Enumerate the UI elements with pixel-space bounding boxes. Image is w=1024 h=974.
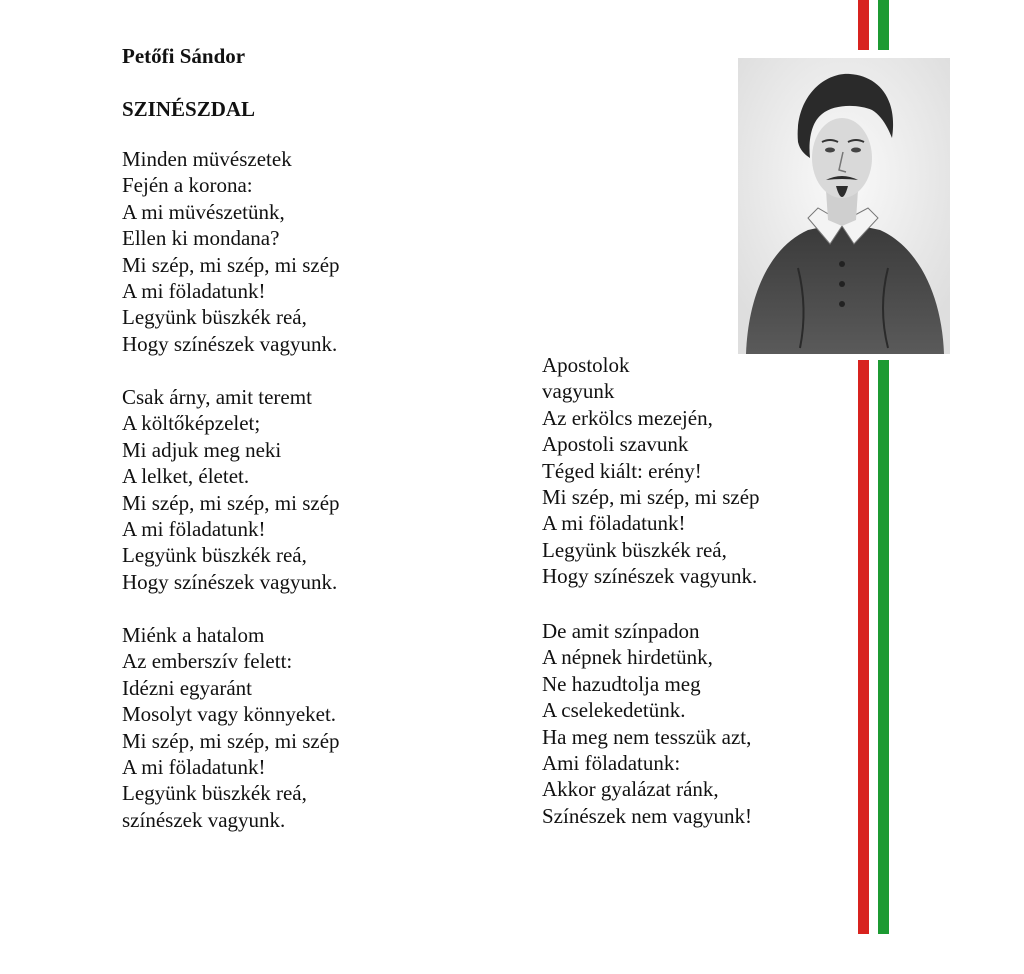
poem-line: Ellen ki mondana?	[122, 226, 280, 251]
green-stripe-top	[878, 0, 889, 50]
poem-line: Miénk a hatalom	[122, 623, 265, 647]
poem-line: Mosolyt vagy könnyeket.	[122, 702, 337, 727]
poem-line: Ha meg nem tesszük azt,	[542, 724, 752, 749]
poem-line: Akkor gyalázat ránk,	[542, 777, 719, 802]
poem-line: Fején a korona:	[122, 173, 253, 198]
poem-line: Hogy színészek vagyunk.	[542, 564, 758, 589]
poem-line: A költőképzelet;	[122, 411, 261, 436]
poem-line: Ami föladatunk:	[542, 751, 681, 776]
portrait-engraving-icon	[738, 58, 950, 354]
poem-line: Mi szép, mi szép, mi szép	[122, 728, 340, 753]
poem-line: Az emberszív felett:	[122, 649, 293, 674]
poem-line: Téged kiált: erény!	[542, 458, 702, 483]
poem-line: A mi müvészetünk,	[122, 199, 285, 224]
poem-line: Színészek nem vagyunk!	[542, 803, 752, 828]
poem-line: Minden müvészetek	[122, 147, 292, 171]
stanza-5	[542, 618, 752, 829]
poem-line: Legyünk büszkék reá,	[542, 537, 727, 562]
poem-line: A népnek hirdetünk,	[542, 645, 713, 670]
poem-line: Mi szép, mi szép, mi szép	[542, 485, 760, 510]
stanza-3	[122, 622, 340, 833]
poem-line: Legyünk büszkék reá,	[122, 305, 307, 330]
poem-line: színészek vagyunk.	[122, 807, 286, 832]
stanza-2	[122, 384, 340, 595]
poem-line: Mi szép, mi szép, mi szép	[122, 490, 340, 515]
poem-line: Csak árny, amit teremt	[122, 385, 312, 409]
stanza-1	[122, 146, 340, 357]
portrait-image	[738, 58, 950, 354]
poem-line: Idézni egyaránt	[122, 675, 253, 700]
stanza-4	[542, 352, 760, 590]
poem-line: Hogy színészek vagyunk.	[122, 331, 338, 356]
poem-line: A cselekedetünk.	[542, 698, 686, 723]
poem-line: Legyünk büszkék reá,	[122, 781, 307, 806]
poem-line: Apostolok	[542, 353, 630, 377]
author-name: Petőfi Sándor	[122, 44, 246, 68]
poem-line: Apostoli szavunk	[542, 432, 689, 457]
poem-line: Legyünk büszkék reá,	[122, 543, 307, 568]
poem-title: SZINÉSZDAL	[122, 97, 256, 121]
poem-line: A mi föladatunk!	[122, 279, 266, 304]
poem-line: A lelket, életet.	[122, 464, 250, 489]
red-stripe-top	[858, 0, 869, 50]
poem-line: A mi föladatunk!	[122, 517, 266, 542]
green-stripe-bottom	[878, 360, 889, 934]
poem-line: Ne hazudtolja meg	[542, 671, 701, 696]
poem-line: Mi szép, mi szép, mi szép	[122, 252, 340, 277]
poem-line: A mi föladatunk!	[542, 511, 686, 536]
poem-line: De amit színpadon	[542, 619, 700, 643]
poem-line: Az erkölcs mezején,	[542, 405, 713, 430]
poem-line: A mi föladatunk!	[122, 755, 266, 780]
poem-line: Hogy színészek vagyunk.	[122, 569, 338, 594]
poem-line: vagyunk	[542, 379, 615, 404]
red-stripe-bottom	[858, 360, 869, 934]
poem-line: Mi adjuk meg neki	[122, 437, 282, 462]
